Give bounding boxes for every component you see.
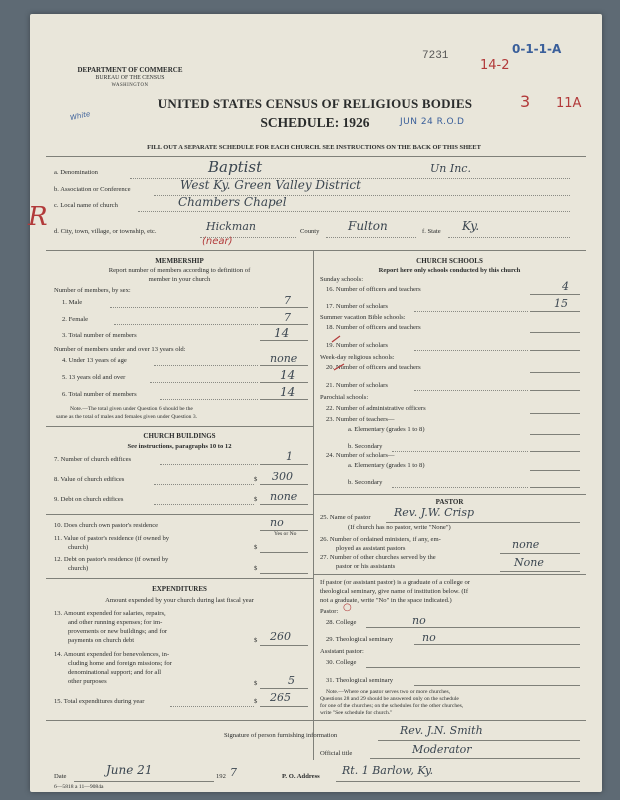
q14-line-1: 14. Amount expended for benevolences, in- <box>54 651 170 658</box>
local-name-line <box>138 211 570 212</box>
q9-label: 9. Debt on church edifices <box>54 496 124 503</box>
q23b-label: b. Secondary <box>348 443 383 450</box>
answer-line <box>500 571 580 572</box>
q13-value[interactable]: 260 <box>270 630 291 643</box>
q17-value[interactable]: 15 <box>554 297 568 310</box>
q14-line-2: cluding home and foreign missions; for <box>68 660 172 667</box>
divider <box>46 514 313 515</box>
q30-label: 30. College <box>326 659 357 666</box>
pastor-info-1: If pastor (or assistant pastor) is a graduate of a college or <box>320 579 470 586</box>
pastor-info-2: theological seminary, give name of institution below. (If <box>320 588 469 595</box>
pastor-note-4: write "See schedule for church." <box>320 710 393 716</box>
state-label: f. State <box>422 228 441 235</box>
q31-label: 31. Theological seminary <box>326 677 394 684</box>
answer-line <box>260 464 308 465</box>
dollar-sign: $ <box>254 496 258 503</box>
q12-label-b: church) <box>68 565 89 572</box>
q27-label-b: pastor or his assistants <box>336 563 396 570</box>
q28-label: 28. College <box>326 619 357 626</box>
q29-value[interactable]: no <box>422 631 436 644</box>
date-label: Date <box>54 773 67 780</box>
q26-value[interactable]: none <box>512 538 540 551</box>
red-annotation-1: 14-2 <box>480 58 510 73</box>
leader-line <box>160 399 258 400</box>
q1-value[interactable]: 7 <box>284 294 291 307</box>
assistant-pastor-label: Assistant pastor: <box>320 648 364 655</box>
received-stamp: JUN 24 R.O.D <box>400 117 465 127</box>
denomination-label: a. Denomination <box>54 169 98 176</box>
red-r-mark: R <box>28 202 48 232</box>
county-line <box>326 237 416 238</box>
leader-line <box>150 382 258 383</box>
q29-label: 29. Theological seminary <box>326 636 394 643</box>
q19-label: 19. Number of scholars <box>326 342 388 349</box>
weekday-label: Week-day religious schools: <box>320 354 395 361</box>
denomination-extra[interactable]: Un Inc. <box>430 162 471 175</box>
classification-code: 0-1-1-A <box>512 42 562 56</box>
q14-line-3: denominational support; and for all <box>68 669 162 676</box>
year-prefix: 192 <box>216 773 226 780</box>
answer-line <box>74 781 214 782</box>
q3-value[interactable]: 14 <box>274 326 290 340</box>
answer-line <box>530 451 580 452</box>
answer-line <box>260 382 308 383</box>
pastor-title: PASTOR <box>435 498 464 506</box>
schools-title: CHURCH SCHOOLS <box>416 257 483 265</box>
local-name-label: c. Local name of church <box>54 202 118 209</box>
expenditures-sub: Amount expended by your church during last fiscal year <box>105 597 254 604</box>
answer-line <box>260 573 308 574</box>
q16-value[interactable]: 4 <box>562 280 569 293</box>
q10-label: 10. Does church own pastor's residence <box>54 522 159 529</box>
leader-line <box>392 451 528 452</box>
membership-sub2: member in your church <box>148 276 211 283</box>
q6-label: 6. Total number of members <box>62 391 137 398</box>
answer-line <box>260 307 308 308</box>
pastor-note-3: for one of the churches; on the schedules for the other churches, <box>320 703 464 709</box>
check-mark-icon <box>334 364 344 370</box>
dollar-sign: $ <box>254 680 258 687</box>
denomination-value[interactable]: Baptist <box>208 158 263 176</box>
q25-label: 25. Name of pastor <box>320 514 371 521</box>
answer-line <box>260 645 308 646</box>
expenditures-title: EXPENDITURES <box>152 585 207 593</box>
answer-line <box>260 340 308 341</box>
divider <box>313 574 586 575</box>
pastor-note-1: Note.—Where one pastor serves two or more churches, <box>326 689 451 695</box>
q11-label-a: 11. Value of pastor's residence (if owned by <box>54 535 170 542</box>
answer-line <box>260 504 308 505</box>
leader-line <box>414 311 528 312</box>
by-sex-label: Number of members, by sex: <box>54 287 131 294</box>
q4-value[interactable]: none <box>270 352 298 365</box>
q3-label: 3. Total number of members <box>62 332 137 339</box>
answer-line <box>530 434 580 435</box>
summer-label: Summer vacation Bible schools: <box>320 314 406 321</box>
answer-line <box>530 350 580 351</box>
year-value[interactable]: 7 <box>230 766 237 779</box>
official-title-label: Official title <box>320 750 353 757</box>
leader-line <box>114 324 258 325</box>
near-annotation: (near) <box>202 236 233 247</box>
date-value[interactable]: June 21 <box>106 763 153 777</box>
red-circle-mark: ○ <box>343 602 352 613</box>
q27-value[interactable]: None <box>514 556 544 569</box>
department-label: DEPARTMENT OF COMMERCE <box>77 66 183 74</box>
q25-hint: (If church has no pastor, write "None") <box>348 524 451 531</box>
answer-line <box>260 706 308 707</box>
answer-line <box>370 758 580 759</box>
check-mark-icon <box>332 336 340 342</box>
form-subtitle: SCHEDULE: 1926 <box>260 115 370 130</box>
q28-value[interactable]: no <box>412 614 426 627</box>
dollar-sign: $ <box>254 565 258 572</box>
q8-value[interactable]: 300 <box>272 470 293 483</box>
answer-line <box>530 487 580 488</box>
parochial-label: Parochial schools: <box>320 394 369 401</box>
pastor-sub-label: Pastor: <box>320 608 339 615</box>
buildings-title: CHURCH BUILDINGS <box>143 432 216 440</box>
answer-line <box>530 311 580 312</box>
q23a-label: a. Elementary (grades 1 to 8) <box>348 426 425 433</box>
county-value[interactable]: Fulton <box>348 219 388 233</box>
local-name-value[interactable]: Chambers Chapel <box>178 195 287 209</box>
dollar-sign: $ <box>254 476 258 483</box>
leader-line <box>414 350 528 351</box>
q18-label: 18. Number of officers and teachers <box>326 324 421 331</box>
association-label: b. Association or Conference <box>54 186 131 193</box>
answer-line <box>530 332 580 333</box>
yes-no-hint: Yes or No <box>274 531 297 537</box>
po-address-value[interactable]: Rt. 1 Barlow, Ky. <box>342 764 434 777</box>
q13-line-4: payments on church debt <box>68 637 135 644</box>
answer-line <box>530 470 580 471</box>
divider <box>46 578 313 579</box>
form-title: UNITED STATES CENSUS OF RELIGIOUS BODIES <box>157 96 473 111</box>
q2-label: 2. Female <box>62 316 89 323</box>
divider <box>46 720 586 721</box>
q25-value[interactable]: Rev. J.W. Crisp <box>394 506 475 519</box>
divider <box>46 156 586 157</box>
q24a-label: a. Elementary (grades 1 to 8) <box>348 462 425 469</box>
divider <box>46 250 586 251</box>
answer-line <box>530 294 580 295</box>
dollar-sign: $ <box>254 698 258 705</box>
answer-line <box>530 372 580 373</box>
schools-sub: Report here only schools conducted by this church <box>378 267 521 274</box>
leader-line <box>154 365 258 366</box>
q24b-label: b. Secondary <box>348 479 383 486</box>
q9-value[interactable]: none <box>270 490 298 503</box>
answer-line <box>336 781 580 782</box>
q4-label: 4. Under 13 years of age <box>62 357 127 364</box>
q23-label: 23. Number of teachers— <box>326 416 395 423</box>
q12-label-a: 12. Debt on pastor's residence (if owned by <box>54 556 169 563</box>
answer-line <box>260 365 308 366</box>
answer-line <box>414 685 580 686</box>
answer-line <box>260 484 308 485</box>
answer-line <box>260 688 308 689</box>
census-schedule-sheet <box>30 14 602 792</box>
answer-line <box>414 644 580 645</box>
q15-label: 15. Total expenditures during year <box>54 698 145 705</box>
answer-line <box>260 324 308 325</box>
q10-value[interactable]: no <box>270 516 284 529</box>
city-value[interactable]: Hickman <box>206 220 257 233</box>
q2-value[interactable]: 7 <box>284 311 291 324</box>
q13-line-3: provements or new buildings; and for <box>68 628 168 635</box>
q6-value[interactable]: 14 <box>280 385 296 399</box>
red-annotation-3: 11A <box>556 96 582 111</box>
answer-line <box>366 667 580 668</box>
po-address-label: P. O. Address <box>282 773 320 780</box>
association-value[interactable]: West Ky. Green Valley District <box>180 178 361 192</box>
q20-label: 20. Number of officers and teachers <box>326 364 421 371</box>
q1-label: 1. Male <box>62 299 83 306</box>
q5-label: 5. 13 years old and over <box>62 374 126 381</box>
q27-label-a: 27. Number of other churches served by the <box>320 554 436 561</box>
q22-label: 22. Number of administrative officers <box>326 405 426 412</box>
q13-line-1: 13. Amount expended for salaries, repairs, <box>54 610 166 617</box>
state-line <box>448 237 570 238</box>
age-header: Number of members under and over 13 years old: <box>54 346 186 353</box>
q21-label: 21. Number of scholars <box>326 382 388 389</box>
divider <box>46 426 313 427</box>
dollar-sign: $ <box>254 544 258 551</box>
signature-value[interactable]: Rev. J.N. Smith <box>400 724 483 737</box>
q13-line-2: and other running expenses; for im- <box>68 619 163 626</box>
q7-label: 7. Number of church edifices <box>54 456 132 463</box>
membership-note-1: Note.—The total given under Question 6 should be the <box>70 406 193 412</box>
leader-line <box>414 390 528 391</box>
answer-line <box>378 740 580 741</box>
county-label: County <box>300 228 320 235</box>
answer-line <box>260 399 308 400</box>
q26-label-b: ployed as assistant pastors <box>336 545 406 552</box>
q7-value[interactable]: 1 <box>286 450 293 463</box>
answer-line <box>500 553 580 554</box>
q15-value[interactable]: 265 <box>270 691 291 704</box>
q24-label: 24. Number of scholars— <box>326 452 395 459</box>
official-title-value[interactable]: Moderator <box>412 743 472 756</box>
membership-sub1: Report number of members according to definition of <box>108 267 251 274</box>
city-label-d: d. City, town, village, or township, etc. <box>54 228 157 235</box>
city-label: WASHINGTON <box>111 83 149 88</box>
q8-label: 8. Value of church edifices <box>54 476 125 483</box>
bureau-label: BUREAU OF THE CENSUS <box>95 75 165 81</box>
instruction-line: FILL OUT A SEPARATE SCHEDULE FOR EACH CHURCH. SEE INSTRUCTIONS ON THE BACK OF THIS SHEET <box>147 144 481 151</box>
leader-line <box>154 504 254 505</box>
q14-line-4: other purposes <box>68 678 107 685</box>
signature-label: Signature of person furnishing information <box>224 732 338 739</box>
pastor-info-3: not a graduate, write "No" in the space indicated.) <box>320 597 452 604</box>
leader-line <box>170 706 254 707</box>
pastor-note-2: Questions 28 and 29 should be answered only on the schedule <box>320 696 459 702</box>
schedule-number: 7231 <box>422 50 449 62</box>
buildings-sub: See instructions, paragraphs 10 to 12 <box>127 443 232 450</box>
leader-line <box>110 307 258 308</box>
answer-line <box>260 552 308 553</box>
form-number: 6—5818 a 11—9084a <box>54 784 104 790</box>
answer-line <box>530 390 580 391</box>
red-check-marks <box>330 314 350 374</box>
dollar-sign: $ <box>254 637 258 644</box>
q26-label-a: 26. Number of ordained ministers, if any, em- <box>320 536 441 543</box>
divider <box>313 494 586 495</box>
q16-label: 16. Number of officers and teachers <box>326 286 421 293</box>
q5-value[interactable]: 14 <box>280 368 296 382</box>
state-value[interactable]: Ky. <box>462 219 480 233</box>
membership-title: MEMBERSHIP <box>155 257 204 265</box>
leader-line <box>160 464 258 465</box>
red-annotation-2: 3 <box>520 92 531 111</box>
answer-line <box>366 627 580 628</box>
answer-line <box>386 522 580 523</box>
q14-value[interactable]: 5 <box>288 674 295 687</box>
sunday-label: Sunday schools: <box>320 276 364 283</box>
membership-note-2: same as the total of males and females given under Question 3. <box>56 414 198 420</box>
q11-label-b: church) <box>68 544 89 551</box>
white-mark: White <box>69 109 91 123</box>
answer-line <box>530 413 580 414</box>
q17-label: 17. Number of scholars <box>326 303 388 310</box>
leader-line <box>154 484 254 485</box>
leader-line <box>392 487 528 488</box>
